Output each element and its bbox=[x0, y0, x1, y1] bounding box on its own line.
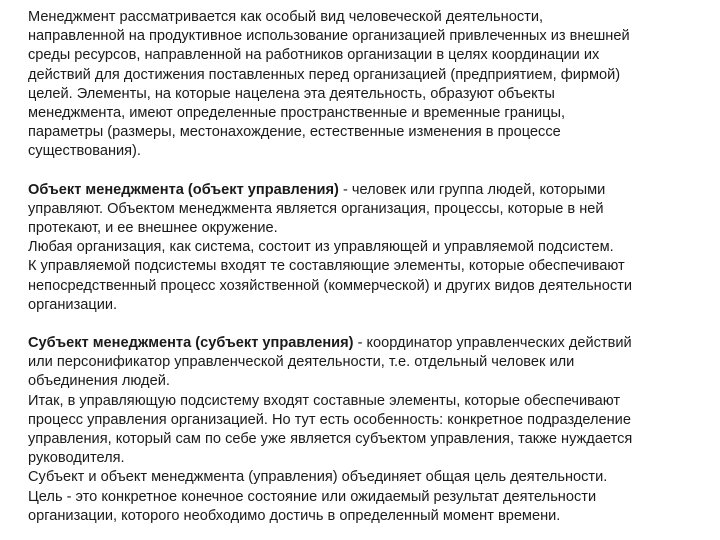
text-line: непосредственный процесс хозяйственной (коммерческой) и других видов деятельности bbox=[28, 277, 632, 294]
subject-paragraph bbox=[28, 334, 696, 526]
text-line: Любая организация, как система, состоит из управляющей и управляемой подсистем. bbox=[28, 239, 614, 256]
text-line: или персонификатор управленческой деятельности, т.е. отдельный человек или bbox=[28, 354, 575, 371]
text-line: организации, которого необходимо достичь в определенный момент времени. bbox=[28, 507, 561, 524]
intro-paragraph bbox=[28, 8, 696, 162]
object-paragraph bbox=[28, 181, 696, 315]
text-line: К управляемой подсистемы входят те составляющие элементы, которые обеспечивают bbox=[28, 258, 625, 275]
text-line: управления, который сам по себе уже является субъектом управления, также нуждается bbox=[28, 431, 633, 448]
text-line: управляют. Объектом менеджмента является организация, процессы, которые в ней bbox=[28, 200, 604, 217]
text-line: процесс управления организацией. Но тут есть особенность: конкретное подразделение bbox=[28, 411, 631, 428]
paragraph-spacer bbox=[28, 162, 696, 181]
text-line: менеджмента, имеют определенные пространственные и временные границы, bbox=[28, 105, 566, 122]
text-line: руководителя. bbox=[28, 450, 125, 467]
subject-definition-start: - координатор управленческих действий bbox=[353, 335, 632, 352]
text-line: среды ресурсов, направленной на работников организации в целях координации их bbox=[28, 47, 600, 64]
subject-term: Субъект менеджмента (субъект управления) bbox=[28, 335, 354, 352]
text-line: протекают, и ее внешнее окружение. bbox=[28, 220, 278, 237]
paragraph-spacer bbox=[28, 315, 696, 334]
text-line bbox=[28, 181, 696, 200]
text-line: существования). bbox=[28, 143, 141, 160]
object-definition-start: - человек или группа людей, которыми bbox=[338, 181, 606, 198]
text-line: Итак, в управляющую подсистему входят составные элементы, которые обеспечивают bbox=[28, 392, 621, 409]
text-line: объединения людей. bbox=[28, 373, 170, 390]
text-line: целей. Элементы, на которые нацелена эта деятельность, образуют объекты bbox=[28, 85, 555, 102]
document-page bbox=[28, 8, 696, 526]
object-term: Объект менеджмента (объект управления) bbox=[28, 181, 339, 198]
text-line: организации. bbox=[28, 296, 118, 313]
text-line: направленной на продуктивное использование организацией привлеченных из внешней bbox=[28, 28, 630, 45]
text-line: параметры (размеры, местонахождение, естественные изменения в процессе bbox=[28, 124, 561, 141]
text-line: Субъект и объект менеджмента (управления) объединяет общая цель деятельности. bbox=[28, 469, 608, 486]
text-line bbox=[28, 334, 696, 353]
text-line: действий для достижения поставленных перед организацией (предприятием, фирмой) bbox=[28, 66, 621, 83]
text-line: Менеджмент рассматривается как особый вид человеческой деятельности, bbox=[28, 9, 544, 25]
text-line: Цель - это конкретное конечное состояние или ожидаемый результат деятельности bbox=[28, 488, 597, 505]
